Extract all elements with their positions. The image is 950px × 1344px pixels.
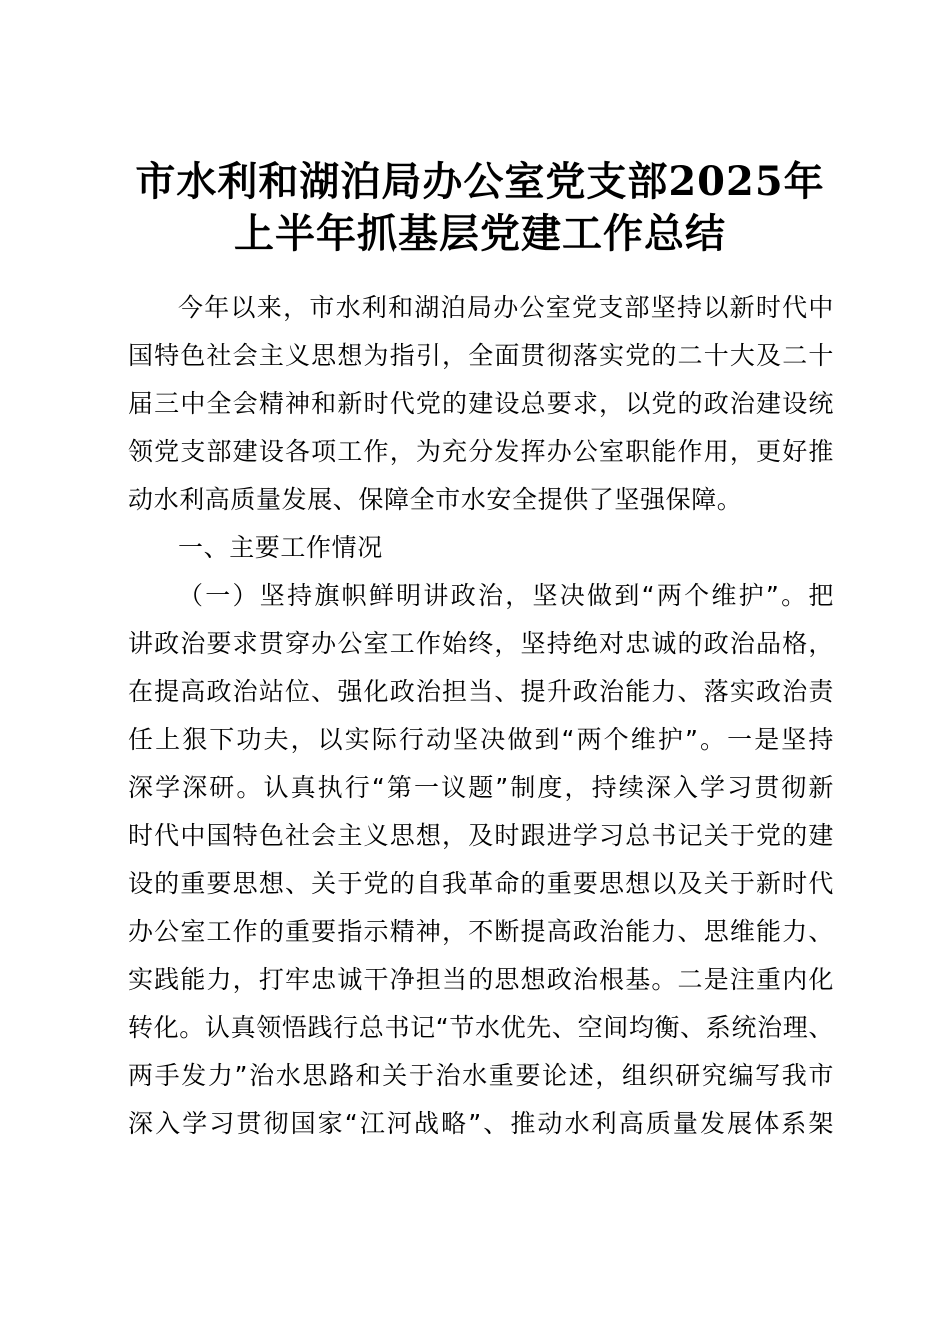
section1-paragraph [128,572,834,1148]
intro-line: 届三中全会精神和新时代党的建设总要求，以党的政治建设统 [128,389,834,418]
section1-line: 讲政治要求贯穿办公室工作始终，坚持绝对忠诚的政治品格， [128,629,834,658]
section1-line: 转化。认真领悟践行总书记“节水优先、空间均衡、系统治理、 [128,1013,834,1042]
intro-paragraph [128,284,834,524]
section-heading: 一、主要工作情况 [178,533,383,562]
intro-line: 动水利高质量发展、保障全市水安全提供了坚强保障。 [128,485,743,514]
section1-line: 深入学习贯彻国家“江河战略”、推动水利高质量发展体系架 [128,1109,834,1138]
title-line-2: 上半年抓基层党建工作总结 [234,210,726,257]
section1-line: 任上狠下功夫，以实际行动坚决做到“两个维护”。一是坚持 [128,725,834,754]
intro-line: 今年以来，市水利和湖泊局办公室党支部坚持以新时代中 [178,293,834,322]
document-title [100,156,860,260]
section1-line: 设的重要思想、关于党的自我革命的重要思想以及关于新时代 [128,869,834,898]
intro-line: 领党支部建设各项工作，为充分发挥办公室职能作用，更好推 [128,437,834,466]
section1-line: 实践能力，打牢忠诚干净担当的思想政治根基。二是注重内化 [128,965,834,994]
section1-line: 在提高政治站位、强化政治担当、提升政治能力、落实政治责 [128,677,834,706]
section1-line: 办公室工作的重要指示精神，不断提高政治能力、思维能力、 [128,917,834,946]
intro-line: 国特色社会主义思想为指引，全面贯彻落实党的二十大及二十 [128,341,834,370]
title-line-1: 市水利和湖泊局办公室党支部2025年 [135,158,825,205]
section1-line: 时代中国特色社会主义思想，及时跟进学习总书记关于党的建 [128,821,834,850]
section1-line: （一）坚持旗帜鲜明讲政治，坚决做到“两个维护”。把 [178,581,834,610]
section1-line: 深学深研。认真执行“第一议题”制度，持续深入学习贯彻新 [128,773,834,802]
section1-line: 两手发力”治水思路和关于治水重要论述，组织研究编写我市 [128,1061,834,1090]
document-body [128,284,834,1148]
